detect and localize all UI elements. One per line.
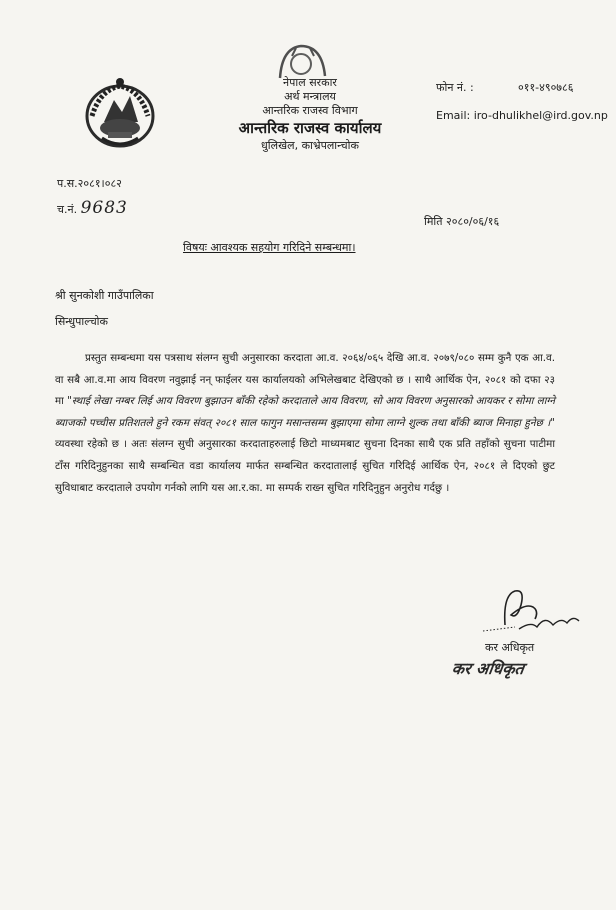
body-quote: "स्थाई लेखा नम्बर लिई आय विवरण बुझाउन बाँकी रहेको करदाताले आय विवरण, सो आय विवरण अनुसारको आयकर र सोमा लाग्ने ब्याजको पच्चीस प्रतिशतले हुने रकम संवत् २०८१ साल फागुन मसान्तसम्म बुझाएमा सोमा लाग्ने शुल्क तथा बाँकी ब्याज मिनाहा हुनेछ ।" xyxy=(55,395,555,429)
office-name: आन्तरिक राजस्व कार्यालय xyxy=(238,119,382,137)
phone-row xyxy=(436,80,608,96)
body-part-1: प्रस्तुत सम्बन्धमा यस पत्रसाथ संलग्न सुची अनुसारका करदाता आ.व. २०६४/०६५ देखि आ.व. २०७९/०८० सम्म कुनै एक आ.व. वा सबै आ.व.मा आय विवरण नवुझाई नन् फाईलर यस कार्यालयको अभिलेखबाट देखिएको छ । साथै आर्थिक ऐन, २०८१ को दफा २३ मा xyxy=(55,352,555,408)
chalani-number xyxy=(57,196,128,222)
department-name: आन्तरिक राजस्व विभाग xyxy=(262,104,358,117)
patra-sankhya: प.स.२०८१।०८२ xyxy=(57,177,122,190)
office-location: धुलिखेल, काभ्रेपलान्चोक xyxy=(261,139,359,152)
phone-value: ०११-४९०७८६ xyxy=(518,81,574,94)
letter-subject: विषयः आवश्यक सहयोग गरिदिने सम्बन्धमा। xyxy=(183,241,356,254)
phone-label: फोन नं. : xyxy=(436,81,474,94)
ministry-name: अर्थ मन्त्रालय xyxy=(284,90,336,103)
letter-body xyxy=(55,348,555,499)
body-part-2: व्यवस्था रहेको छ । अतः संलग्न सुची अनुसारका करदाताहरुलाई छिटो माध्यमबाट सुचना दिनका साथै एक प्रति तहाँको सुचना पाटीमा टाँस गरिदिनुहुनका साथै सम्बन्धित वडा कार्यालय मार्फत सम्बन्धित करदातालाई सुचित गरिदिई आर्थिक ऐन, २०८१ ले दिएको छुट सुविधाबाट करदाताले उपयोग गर्नको लागि यस आ.र.का. मा सम्पर्क राख्न सुचित गरिदिनुहुन अनुरोध गर्दछु । xyxy=(55,438,555,494)
addressee-name: श्री सुनकोशी गाउँपालिका xyxy=(55,289,154,302)
office-header xyxy=(210,76,410,154)
contact-info xyxy=(436,80,608,124)
email-address: Email: iro-dhulikhel@ird.gov.np xyxy=(436,109,608,122)
handwritten-signature-icon xyxy=(475,585,585,635)
letter-date: मिति २०८०/०६/१६ xyxy=(424,215,500,228)
signatory-stamp: कर अधिकृत xyxy=(450,659,526,678)
signatory-title: कर अधिकृत xyxy=(485,641,535,654)
government-name: नेपाल सरकार xyxy=(283,76,337,89)
addressee-district: सिन्धुपाल्चोक xyxy=(55,315,108,328)
nepal-emblem-icon xyxy=(80,72,160,152)
chalani-value: 9683 xyxy=(80,198,128,218)
addressee xyxy=(55,283,154,335)
chalani-label: च.नं. xyxy=(57,203,78,216)
reference-block xyxy=(57,172,128,222)
